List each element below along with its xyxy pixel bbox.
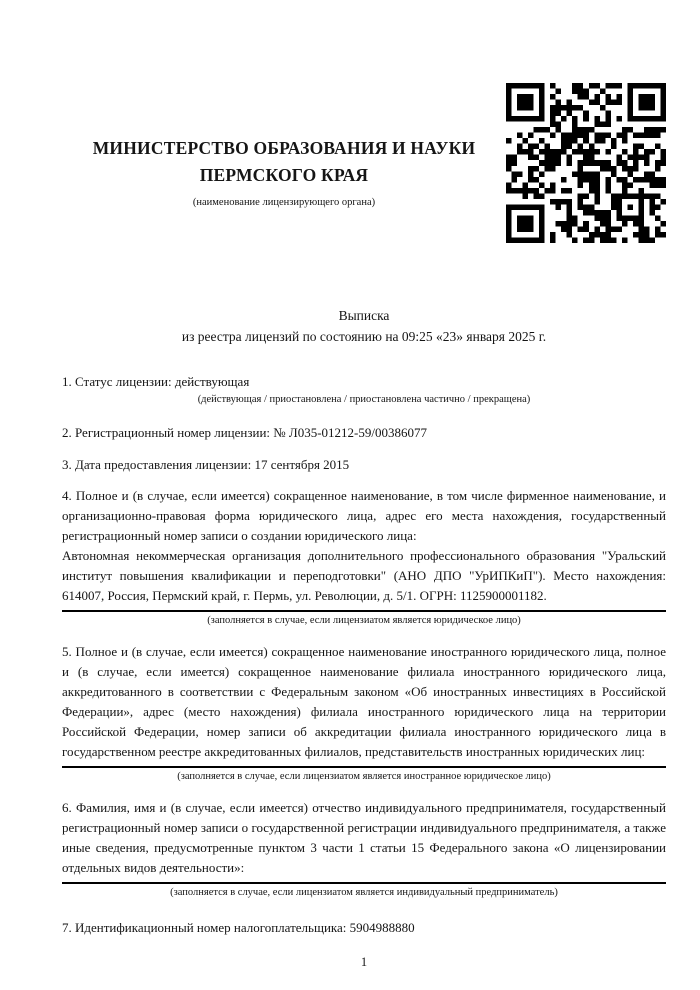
- page-number: 1: [360, 955, 368, 969]
- field-entrepreneur-description: 6. Фамилия, имя и (в случае, если имеется) отчество индивидуального предпринимателя, государственный регистрационный номер записи о государственной регистрации индивидуального предпринимателя, а также иные сведения, предусмотренные пунктом 3 части 1 статьи 15 Федерального закона «О лицензировании отдельных видов деятельности»:: [62, 800, 666, 875]
- qr-code: [506, 83, 666, 243]
- ministry-name-line2: ПЕРМСКОГО КРАЯ: [199, 165, 369, 185]
- legal-entity-divider: [62, 610, 666, 612]
- field-registration-number: 2. Регистрационный номер лицензии: № Л035-01212-59/00386077: [62, 425, 428, 440]
- ministry-name-line1: МИНИСТЕРСТВО ОБРАЗОВАНИЯ И НАУКИ: [92, 138, 476, 158]
- field-license-status: 1. Статус лицензии: действующая: [62, 374, 250, 389]
- document-header: [62, 0, 666, 243]
- legal-entity-value: Автономная некоммерческая организация дополнительного профессионального образования "Уральский институт повышения квалификации и переподготовки" (АНО ДПО "УрИПКиП"). Место нахождения: 614007, Россия, Пермский край, г. Пермь, ул. Революции, д. 5/1. ОГРН: 1125900001182.: [62, 548, 666, 603]
- authority-caption: (наименование лицензирующего органа): [192, 197, 376, 208]
- entrepreneur-divider: [62, 882, 666, 884]
- foreign-entity-note: (заполняется в случае, если лицензиатом является иностранное юридическое лицо): [177, 771, 551, 782]
- field-taxpayer-number: 7. Идентификационный номер налогоплательщика: 5904988880: [62, 920, 415, 935]
- foreign-entity-divider: [62, 766, 666, 768]
- extract-title: [62, 305, 666, 347]
- status-options-note: (действующая / приостановлена / приостановлена частично / прекращена): [197, 394, 531, 405]
- field-foreign-entity-description: 5. Полное и (в случае, если имеется) сокращенное наименование иностранного юридического лица, полное и (в случае, если имеется) сокращенное наименование филиала иностранного юридического лица, аккредитованного в соответствии с Федеральным законом «Об иностранных инвестициях в Российской Федерации», адрес (место нахождения) филиала иностранного юридического лица на территории Российской Федерации, номер записи об аккредитации филиала иностранного юридического лица в государственном реестре аккредитованных филиалов, представительств иностранных юридических лиц:: [62, 644, 666, 759]
- extract-title-line2: из реестра лицензий по состоянию на 09:25 «23» января 2025 г.: [181, 329, 547, 344]
- entrepreneur-note: (заполняется в случае, если лицензиатом является индивидуальный предприниматель): [170, 887, 558, 898]
- qr-code-pattern: [506, 83, 666, 243]
- licensing-authority-block: [62, 83, 506, 210]
- extract-title-line1: Выписка: [338, 308, 390, 323]
- legal-entity-note: (заполняется в случае, если лицензиатом является юридическое лицо): [207, 615, 521, 626]
- field-legal-entity-description: 4. Полное и (в случае, если имеется) сокращенное наименование, в том числе фирменное наименование, и организационно-правовая форма юридического лица, адрес его места нахождения, государственный регистрационный номер записи о создании юридического лица:: [62, 488, 666, 543]
- field-grant-date: 3. Дата предоставления лицензии: 17 сентября 2015: [62, 457, 350, 472]
